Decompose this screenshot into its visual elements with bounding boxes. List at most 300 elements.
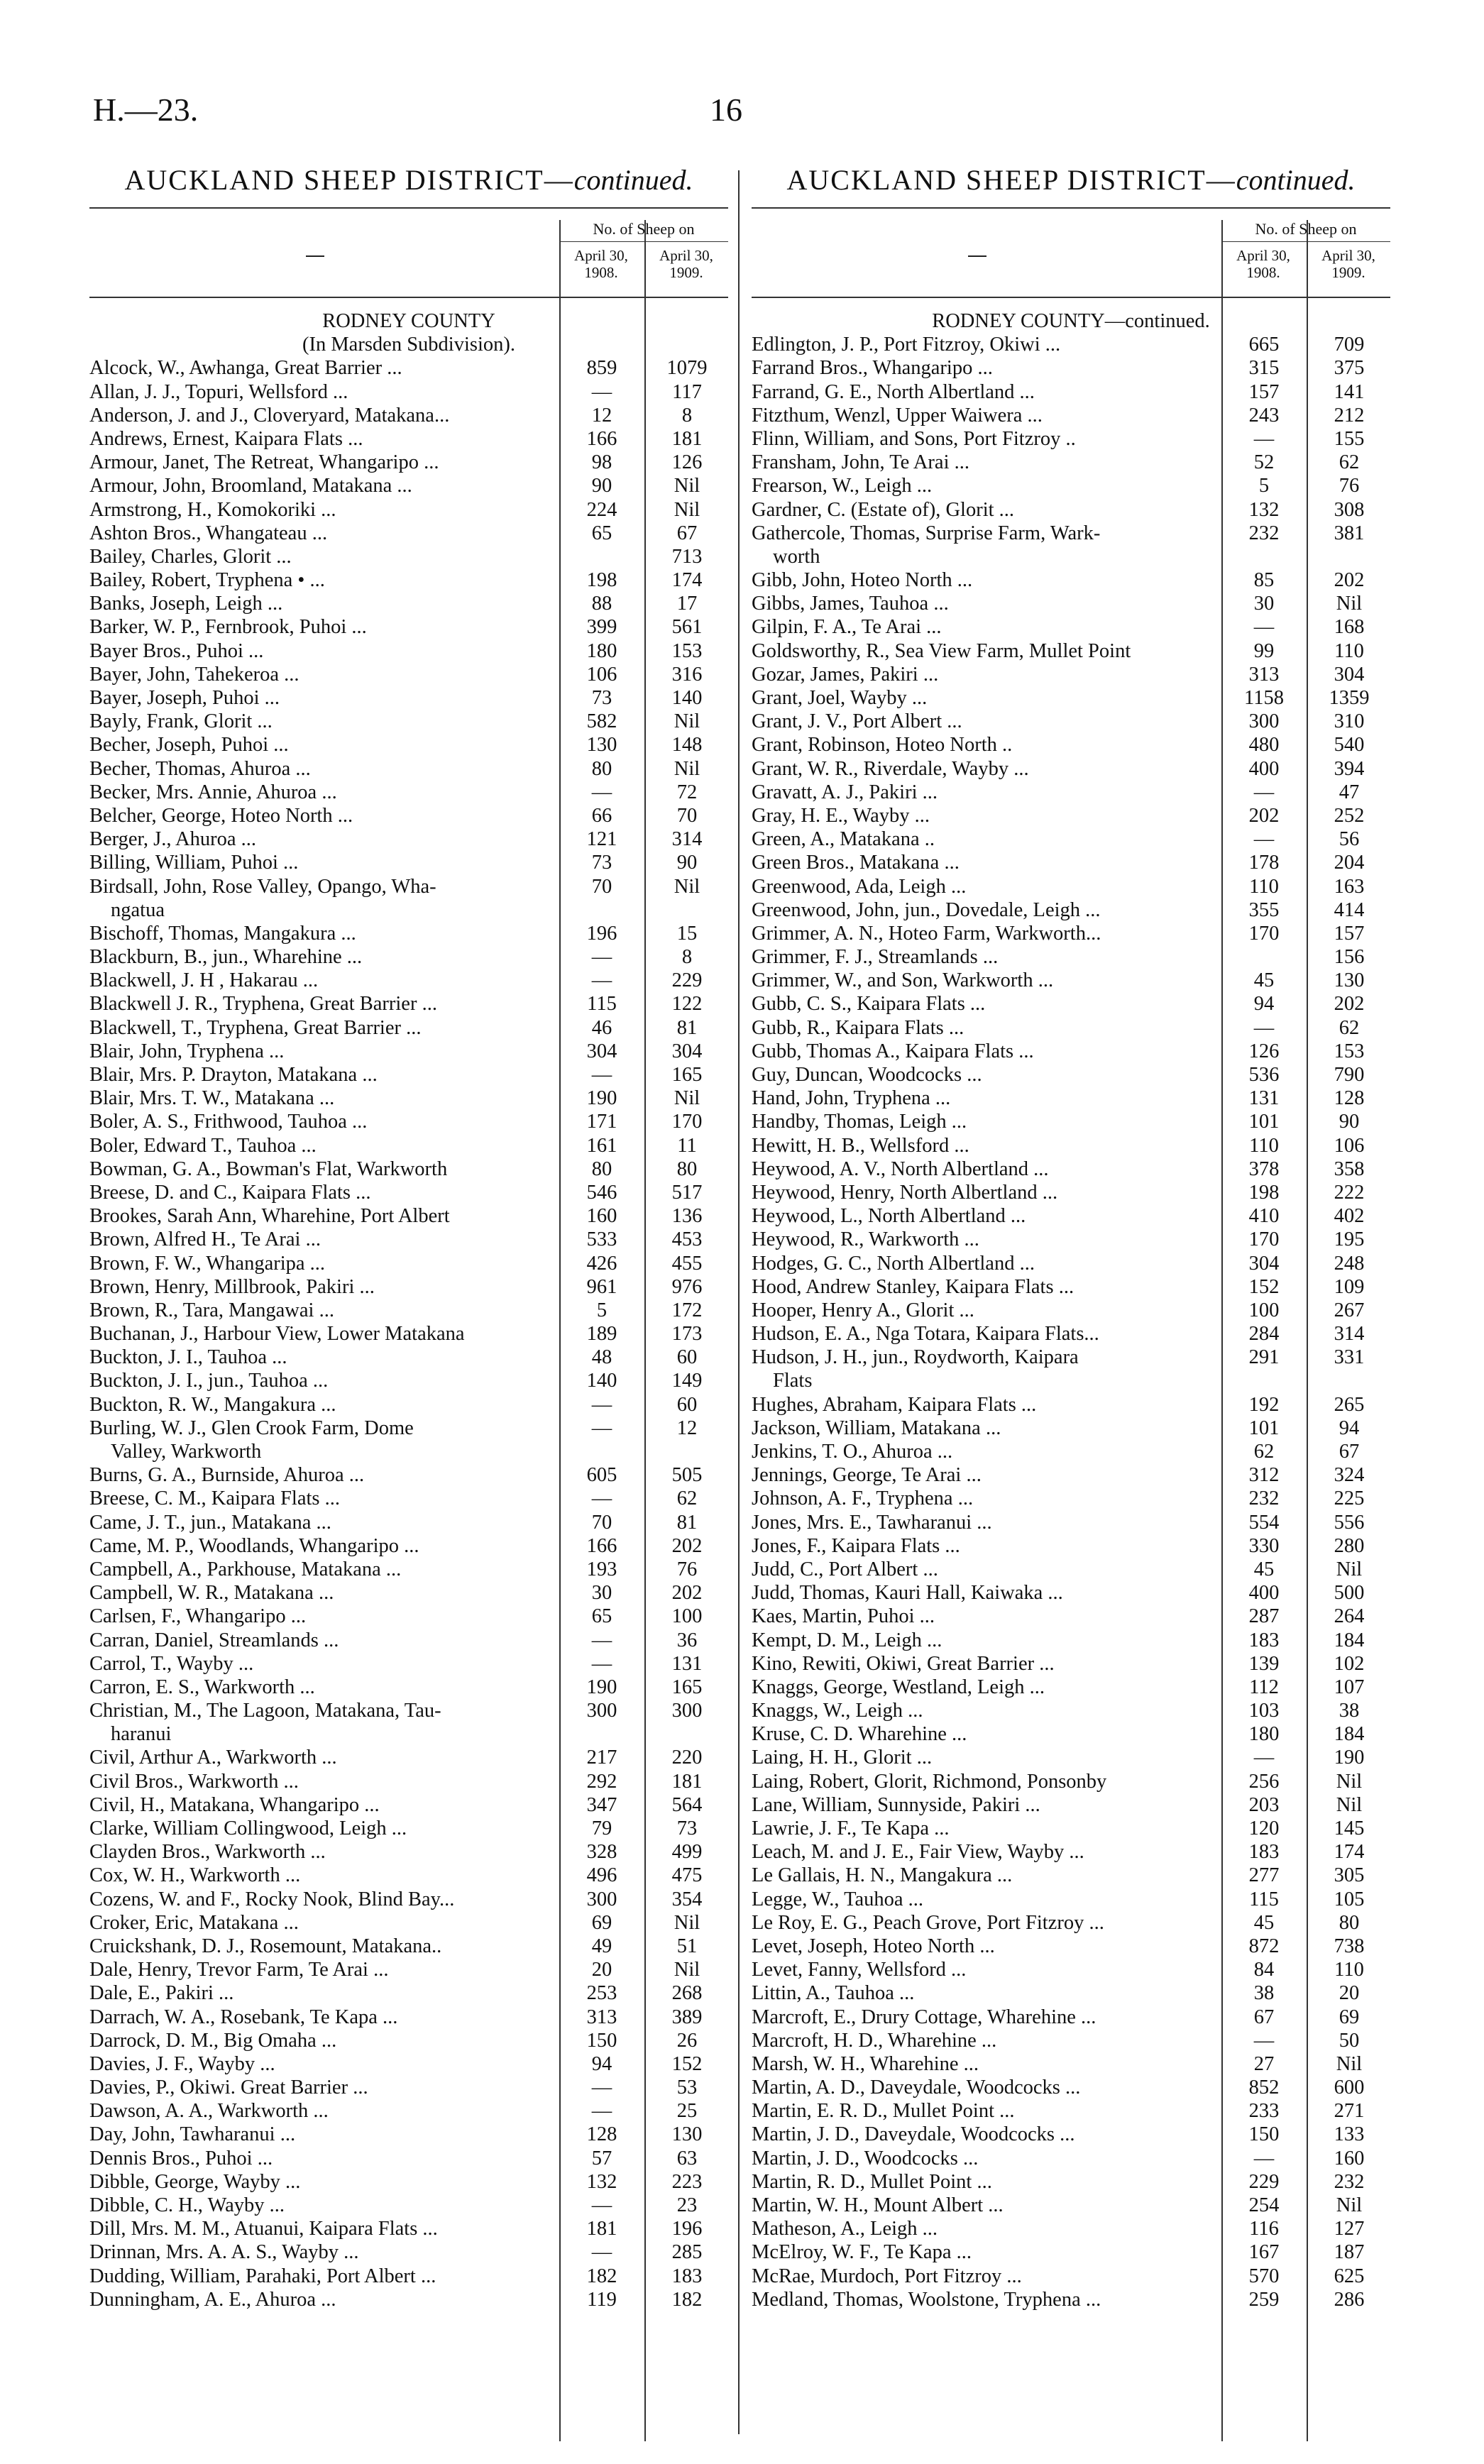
table-row (752, 451, 1390, 474)
sheep-1908: 121 (586, 828, 617, 851)
sheep-1908: 12 (591, 404, 612, 427)
sheep-1908: 65 (591, 522, 612, 544)
sheep-1908: 99 (1253, 639, 1275, 662)
table-row (752, 875, 1390, 898)
sheep-1908: — (1253, 828, 1275, 851)
owner-name: Farrand Bros., Whangaripo ... (752, 357, 993, 380)
sheep-1909: 130 (671, 2123, 703, 2146)
owner-name: Day, John, Tawharanui ... (89, 2123, 296, 2146)
sheep-1908: 378 (1248, 1157, 1280, 1180)
sheep-count-header: No. of Sheep on (1255, 220, 1357, 238)
sheep-1909: 305 (1334, 1864, 1365, 1887)
table-row (752, 1793, 1390, 1817)
table-row (89, 1534, 728, 1558)
sheep-1909: 90 (1339, 1111, 1360, 1133)
sheep-1909: 170 (671, 1111, 703, 1133)
table-row (752, 733, 1390, 757)
sheep-1909: 1359 (1329, 687, 1370, 709)
sheep-1908: — (591, 1064, 612, 1086)
sheep-1908: — (591, 2077, 612, 2099)
sheep-1908: 400 (1248, 1582, 1280, 1605)
table-row (752, 1676, 1390, 1699)
right-column (752, 163, 1390, 2441)
table-row (752, 1746, 1390, 1769)
sheep-1908: 233 (1248, 2100, 1280, 2123)
table-row (752, 427, 1390, 451)
sheep-1908: 400 (1248, 757, 1280, 780)
doc-code: H.—23. (93, 92, 199, 128)
owner-name: Darrach, W. A., Rosebank, Te Kapa ... (89, 2006, 398, 2028)
sheep-1908: — (591, 1629, 612, 1651)
sheep-1908: 253 (586, 1982, 617, 2005)
sheep-1909: 172 (671, 1299, 703, 1321)
sheep-1909: 264 (1334, 1605, 1365, 1628)
sheep-1909: 184 (1334, 1723, 1365, 1746)
owner-name: Cruickshank, D. J., Rosemount, Matakana.. (89, 1935, 442, 1957)
owner-name: Johnson, A. F., Tryphena ... (752, 1487, 974, 1510)
sheep-1908: 130 (586, 734, 617, 757)
table-row (89, 1087, 728, 1110)
owner-name: Clarke, William Collingwood, Leigh ... (89, 1817, 407, 1839)
sheep-1909: 268 (671, 1982, 703, 2005)
owner-name: RODNEY COUNTY—continued. (932, 310, 1210, 332)
sheep-1908: 605 (586, 1464, 617, 1487)
table-row (752, 2170, 1390, 2194)
section-heading (752, 309, 1390, 333)
sheep-1909: Nil (1336, 2194, 1363, 2216)
owner-name: Bischoff, Thomas, Mangakura ... (89, 922, 356, 945)
sheep-1909: 304 (671, 1040, 703, 1062)
sheep-1909: 60 (676, 1346, 698, 1369)
table-row (752, 2029, 1390, 2052)
owner-name: Valley, Warkworth (111, 1441, 262, 1463)
sheep-1909: 184 (1334, 1629, 1365, 1651)
owner-name: Christian, M., The Lagoon, Matakana, Tau- (89, 1700, 441, 1722)
sheep-1908: 170 (1248, 922, 1280, 945)
owner-name: Barker, W. P., Fernbrook, Puhoi ... (89, 616, 367, 639)
header-rule (752, 297, 1390, 298)
owner-name: Lawrie, J. F., Te Kapa ... (752, 1817, 950, 1839)
table-row (752, 1722, 1390, 1746)
owner-name: Flats (773, 1370, 813, 1392)
sheep-1909: 20 (1339, 1982, 1360, 2005)
sheep-1908: 166 (586, 1534, 617, 1557)
sheep-1909: 160 (1334, 2147, 1365, 2169)
sheep-1908: 27 (1253, 2052, 1275, 2075)
table-row (89, 1935, 728, 1958)
table-row (89, 568, 728, 592)
owner-name: Hand, John, Tryphena ... (752, 1087, 951, 1110)
sheep-1908: 157 (1248, 380, 1280, 403)
owner-name: Farrand, G. E., North Albertland ... (752, 380, 1035, 403)
sheep-1908: 84 (1253, 1959, 1275, 1981)
sheep-1908: — (1253, 1747, 1275, 1769)
table-row (752, 2123, 1390, 2146)
owner-name: Davies, J. F., Wayby ... (89, 2052, 275, 2075)
owner-name: Hughes, Abraham, Kaipara Flats ... (752, 1393, 1037, 1416)
sheep-1909: 713 (671, 545, 703, 568)
sheep-1908: 110 (1249, 1134, 1279, 1157)
owner-name: Judd, C., Port Albert ... (752, 1558, 938, 1580)
owner-name: Alcock, W., Awhanga, Great Barrier ... (89, 357, 402, 380)
owner-name: Davies, P., Okiwi. Great Barrier ... (89, 2077, 368, 2099)
sheep-1909: Nil (674, 757, 700, 780)
sheep-1909: 165 (671, 1064, 703, 1086)
owner-name: Bailey, Robert, Tryphena • ... (89, 569, 325, 592)
sheep-1908: 180 (586, 639, 617, 662)
table-row (89, 498, 728, 522)
owner-name: Drinnan, Mrs. A. A. S., Wayby ... (89, 2241, 359, 2264)
sheep-1908: 171 (586, 1111, 617, 1133)
sheep-1909: 53 (676, 2077, 698, 2099)
owner-name: Armour, John, Broomland, Matakana ... (89, 475, 412, 497)
column-header-1908: April 30, 1908. (574, 247, 628, 281)
owner-name: Brown, Alfred H., Te Arai ... (89, 1228, 321, 1251)
owner-name: Matheson, A., Leigh ... (752, 2218, 938, 2240)
sheep-1909: 130 (1334, 969, 1365, 992)
sheep-1908: 103 (1248, 1700, 1280, 1722)
sheep-1909: 128 (1334, 1087, 1365, 1110)
owner-name: Armstrong, H., Komokoriki ... (89, 498, 336, 521)
table-row (89, 1511, 728, 1534)
sheep-1908: 410 (1248, 1205, 1280, 1228)
sheep-1909: 140 (671, 687, 703, 709)
owner-name: Hewitt, H. B., Wellsford ... (752, 1134, 969, 1157)
sheep-1909: 36 (676, 1629, 698, 1651)
table-row (89, 875, 728, 898)
sheep-1908: 178 (1248, 852, 1280, 874)
sheep-1909: 25 (676, 2100, 698, 2123)
owner-name: Green, A., Matakana .. (752, 828, 935, 851)
owner-name: Bayer, Joseph, Puhoi ... (89, 687, 280, 709)
sheep-1909: 310 (1334, 710, 1365, 733)
table-row (752, 710, 1390, 733)
sheep-1908: 120 (1248, 1817, 1280, 1839)
owner-name: Dale, Henry, Trevor Farm, Te Arai ... (89, 1959, 389, 1981)
sheep-1908: 69 (591, 1911, 612, 1934)
table-row (752, 1629, 1390, 1652)
owner-name: Gibbs, James, Tauhoa ... (752, 593, 949, 615)
sheep-1908: 67 (1253, 2006, 1275, 2028)
sheep-1909: 324 (1334, 1464, 1365, 1487)
sheep-1909: 709 (1334, 334, 1365, 356)
sheep-1908: 73 (591, 687, 612, 709)
sheep-1909: 122 (671, 993, 703, 1016)
column-divider (738, 170, 740, 2434)
sheep-1908: 62 (1253, 1441, 1275, 1463)
sheep-1908: 190 (586, 1676, 617, 1698)
sheep-1908: 73 (591, 852, 612, 874)
owner-name: Dale, E., Pakiri ... (89, 1982, 234, 2005)
table-row (89, 1346, 728, 1369)
sheep-1908: 131 (1248, 1087, 1280, 1110)
sheep-1908: 193 (586, 1558, 617, 1580)
sheep-1909: 51 (676, 1935, 698, 1957)
sheep-1909: 38 (1339, 1700, 1360, 1722)
sheep-1908: 119 (587, 2288, 617, 2311)
sheep-1909: 141 (1334, 380, 1365, 403)
table-row (89, 1558, 728, 1581)
table-row (89, 1605, 728, 1628)
sheep-1909: 314 (671, 828, 703, 851)
sheep-1909: 183 (671, 2265, 703, 2287)
sheep-1909: 202 (671, 1582, 703, 1605)
sheep-1909: 181 (671, 427, 703, 450)
owner-name: ngatua (111, 898, 165, 921)
sheep-1909: 11 (677, 1134, 697, 1157)
sheep-1908: 313 (586, 2006, 617, 2028)
sheep-1908: 126 (1248, 1040, 1280, 1062)
sheep-1909: 222 (1334, 1181, 1365, 1204)
table-row (752, 2006, 1390, 2029)
table-row (752, 969, 1390, 992)
owner-name: Boler, Edward T., Tauhoa ... (89, 1134, 317, 1157)
owner-name: worth (773, 545, 820, 568)
table-row (89, 2123, 728, 2146)
owner-name: Bowman, G. A., Bowman's Flat, Warkworth (89, 1157, 448, 1180)
sheep-1908: — (591, 781, 612, 803)
sheep-1908: — (591, 1393, 612, 1416)
sheep-1909: 56 (1339, 828, 1360, 851)
table-row (89, 804, 728, 827)
owner-name: Martin, J. D., Daveydale, Woodcocks ... (752, 2123, 1075, 2146)
table-row (752, 2265, 1390, 2288)
table-row (752, 380, 1390, 404)
sheep-1909: 265 (1334, 1393, 1365, 1416)
sheep-1908: 570 (1248, 2265, 1280, 2287)
sheep-1909: 63 (676, 2147, 698, 2169)
entry-continuation (752, 1369, 1390, 1392)
sheep-1909: 110 (1334, 639, 1364, 662)
sheep-1909: 149 (671, 1370, 703, 1392)
sheep-1908: 190 (586, 1087, 617, 1110)
table-row (89, 781, 728, 804)
table-row (752, 1134, 1390, 1157)
sheep-1909: 540 (1334, 734, 1365, 757)
sheep-1908: 80 (591, 1157, 612, 1180)
table-row (752, 2217, 1390, 2240)
owner-name: Gilpin, F. A., Te Arai ... (752, 616, 942, 639)
owner-name: Heywood, Henry, North Albertland ... (752, 1181, 1058, 1204)
owner-name: Le Gallais, H. N., Mangakura ... (752, 1864, 1013, 1887)
top-rule (89, 207, 728, 209)
sheep-1908: 170 (1248, 1228, 1280, 1251)
sheep-1909: 316 (671, 663, 703, 686)
table-row (89, 1134, 728, 1157)
sheep-1908: 232 (1248, 1487, 1280, 1510)
sheep-1909: 76 (1339, 475, 1360, 497)
sheep-1909: 475 (671, 1864, 703, 1887)
owner-name: Levet, Fanny, Wellsford ... (752, 1959, 967, 1981)
sheep-1908: 852 (1248, 2077, 1280, 2099)
sheep-1909: 62 (1339, 1016, 1360, 1039)
owner-name: Green Bros., Matakana ... (752, 852, 960, 874)
owner-name: Bayly, Frank, Glorit ... (89, 710, 273, 733)
sheep-1908: 46 (591, 1016, 612, 1039)
owner-name: Gravatt, A. J., Pakiri ... (752, 781, 938, 803)
sheep-1908: 70 (591, 1511, 612, 1534)
owner-name: Gubb, C. S., Kaipara Flats ... (752, 993, 986, 1016)
table-row (89, 2076, 728, 2099)
owner-name: Gozar, James, Pakiri ... (752, 663, 939, 686)
sheep-1909: 127 (1334, 2218, 1365, 2240)
owner-name: Laing, Robert, Glorit, Richmond, Ponsonby (752, 1770, 1107, 1793)
table-row (89, 1629, 728, 1652)
section-heading (89, 309, 728, 333)
sheep-1908: 202 (1248, 804, 1280, 827)
table-row (752, 1935, 1390, 1958)
sheep-1909: 133 (1334, 2123, 1365, 2146)
table-row (752, 2099, 1390, 2123)
table-row (89, 1888, 728, 1911)
table-row (89, 2029, 728, 2052)
table-row (89, 710, 728, 733)
owner-name: Gubb, Thomas A., Kaipara Flats ... (752, 1040, 1034, 1062)
sheep-1908: 229 (1248, 2170, 1280, 2193)
owner-name: Croker, Eric, Matakana ... (89, 1911, 299, 1934)
sheep-1909: 165 (671, 1676, 703, 1698)
sheep-1908: 243 (1248, 404, 1280, 427)
table-row (752, 1181, 1390, 1204)
owner-name: Guy, Duncan, Woodcocks ... (752, 1064, 982, 1086)
sheep-1908: 203 (1248, 1793, 1280, 1816)
owner-name: Darrock, D. M., Big Omaha ... (89, 2029, 337, 2052)
sheep-1909: 73 (676, 1817, 698, 1839)
owner-name: Banks, Joseph, Leigh ... (89, 593, 283, 615)
owner-name: Hudson, E. A., Nga Totara, Kaipara Flats... (752, 1323, 1099, 1346)
sheep-1908: 116 (1249, 2218, 1279, 2240)
table-row (89, 404, 728, 427)
table-row (752, 1417, 1390, 1440)
owner-name: Leach, M. and J. E., Fair View, Wayby ... (752, 1841, 1084, 1864)
sheep-1909: 26 (676, 2029, 698, 2052)
sheep-1909: 100 (671, 1605, 703, 1628)
table-row (89, 733, 728, 757)
sheep-1909: 304 (1334, 663, 1365, 686)
table-row (89, 2194, 728, 2217)
table-row (752, 2240, 1390, 2264)
sheep-1909: 196 (671, 2218, 703, 2240)
sheep-1908: 1158 (1244, 687, 1284, 709)
sheep-1908: 100 (1248, 1299, 1280, 1321)
table-row (89, 1299, 728, 1322)
sheep-1909: 157 (1334, 922, 1365, 945)
sheep-1909: 60 (676, 1393, 698, 1416)
owner-name: Kempt, D. M., Leigh ... (752, 1629, 942, 1651)
table-row (89, 2006, 728, 2029)
owner-name: Dennis Bros., Puhoi ... (89, 2147, 273, 2169)
sheep-1908: 20 (591, 1959, 612, 1981)
table-row (89, 1157, 728, 1181)
table-row (752, 1817, 1390, 1840)
sheep-1909: 181 (671, 1770, 703, 1793)
table-row (752, 356, 1390, 380)
table-row (89, 1981, 728, 2005)
sheep-1908: 496 (586, 1864, 617, 1887)
sheep-1908: 132 (586, 2170, 617, 2193)
sheep-1908: 665 (1248, 334, 1280, 356)
sheep-1909: 148 (671, 734, 703, 757)
sheep-1909: 174 (1334, 1841, 1365, 1864)
table-row (89, 1063, 728, 1087)
owner-name: Becher, Joseph, Puhoi ... (89, 734, 289, 757)
table-row (89, 1417, 728, 1440)
sheep-1908: 300 (586, 1700, 617, 1722)
sheep-1909: 102 (1334, 1652, 1365, 1675)
sheep-1908: 355 (1248, 898, 1280, 921)
table-row (89, 2099, 728, 2123)
table-row (752, 1534, 1390, 1558)
sheep-1909: 202 (671, 1534, 703, 1557)
table-row (89, 2052, 728, 2076)
sheep-1909: 394 (1334, 757, 1365, 780)
owner-name: Dill, Mrs. M. M., Atuanui, Kaipara Flats ... (89, 2218, 438, 2240)
table-row (89, 639, 728, 663)
table-row (752, 663, 1390, 686)
sheep-1908: 65 (591, 1605, 612, 1628)
sheep-1909: 271 (1334, 2100, 1365, 2123)
table-row (89, 922, 728, 945)
sheep-1908: 180 (1248, 1723, 1280, 1746)
sheep-1909: Nil (674, 498, 700, 521)
owner-name: Dawson, A. A., Warkworth ... (89, 2100, 329, 2123)
sheep-1908: 38 (1253, 1982, 1275, 2005)
table-row (89, 663, 728, 686)
sheep-1909: 561 (671, 616, 703, 639)
sheep-1908: 315 (1248, 357, 1280, 380)
table-row (89, 1487, 728, 1510)
sheep-1908: 961 (586, 1275, 617, 1298)
table-row (752, 1063, 1390, 1087)
table-row (89, 1275, 728, 1299)
owner-name: Frearson, W., Leigh ... (752, 475, 933, 497)
sheep-1909: 126 (671, 451, 703, 474)
owner-name: Clayden Bros., Warkworth ... (89, 1841, 326, 1864)
table-row (89, 2265, 728, 2288)
sheep-1908: 5 (596, 1299, 608, 1321)
owner-name: Civil, Arthur A., Warkworth ... (89, 1747, 337, 1769)
sheep-1909: 190 (1334, 1747, 1365, 1769)
owner-name: (In Marsden Subdivision). (302, 334, 515, 356)
sheep-1909: 414 (1334, 898, 1365, 921)
table-row (89, 1369, 728, 1392)
sheep-1909: 248 (1334, 1252, 1365, 1275)
entry-continuation (752, 545, 1390, 568)
table-row (752, 1087, 1390, 1110)
table-row (752, 1699, 1390, 1722)
sheep-1908: 330 (1248, 1534, 1280, 1557)
table-row (89, 2240, 728, 2264)
table-row (752, 851, 1390, 874)
table-row (89, 1181, 728, 1204)
sheep-1909: 286 (1334, 2288, 1365, 2311)
owner-name: Flinn, William, and Sons, Port Fitzroy .. (752, 427, 1076, 450)
sheep-1909: 267 (1334, 1299, 1365, 1321)
sheep-1908: — (591, 946, 612, 969)
sheep-1908: 160 (586, 1205, 617, 1228)
owner-name: Kino, Rewiti, Okiwi, Great Barrier ... (752, 1652, 1055, 1675)
sheep-1909: Nil (1336, 1558, 1363, 1580)
sheep-1909: 389 (671, 2006, 703, 2028)
sheep-1908: 112 (1249, 1676, 1279, 1698)
owner-name: Legge, W., Tauhoa ... (752, 1888, 924, 1910)
owner-name: Marcroft, E., Drury Cottage, Wharehine ... (752, 2006, 1096, 2028)
owner-name: Grimmer, F. J., Streamlands ... (752, 946, 999, 969)
owner-name: Grant, W. R., Riverdale, Wayby ... (752, 757, 1029, 780)
sheep-1909: 81 (676, 1511, 698, 1534)
owner-name: haranui (111, 1723, 172, 1746)
sheep-1908: — (591, 2100, 612, 2123)
